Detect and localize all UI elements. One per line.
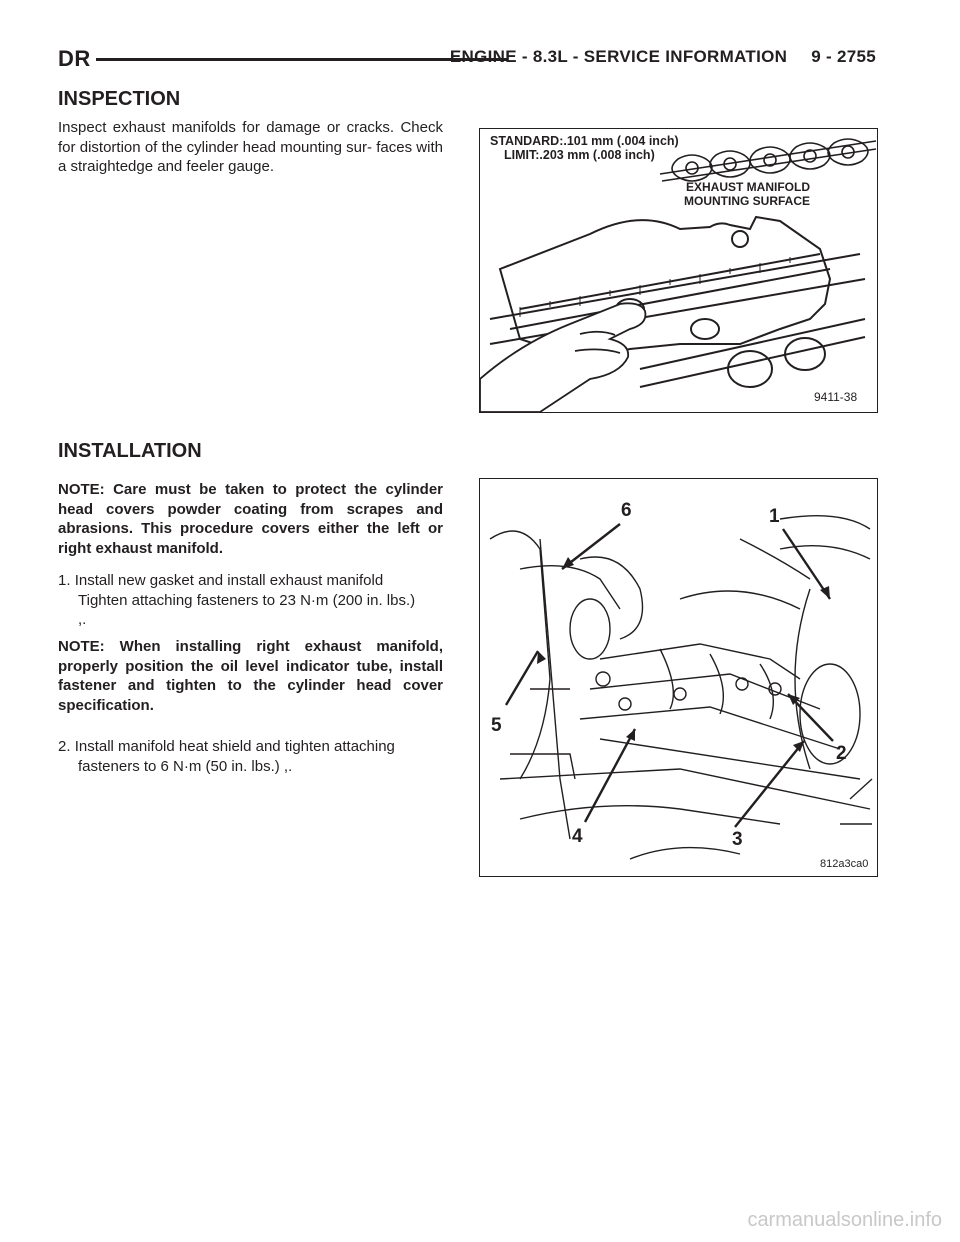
step-2-number: 2. [58,738,71,755]
callout-label-2: 2 [836,743,847,764]
header-section-code: DR [58,46,91,71]
callout-label-4: 4 [572,826,583,847]
installation-step-2 [58,737,443,776]
manifold-installation-illustration [480,479,877,876]
installation-note-2: NOTE: When installing right exhaust manifold, properly position the oil level indicator tube, install fastener and tighten to the cylinder head cover specification. [58,638,443,714]
fig1-standard: STANDARD:.101 mm (.004 inch) [490,134,679,148]
callout-label-6: 6 [621,500,632,521]
step-2-continuation: fasteners to 6 N·m (50 in. lbs.) ,. [78,757,293,775]
installation-note-1: NOTE: Care must be taken to protect the cylinder head covers powder coating from scrapes and abrasions. This procedure covers either the left or right exhaust manifold. [58,481,443,557]
manifold-inspection-illustration [480,129,877,412]
step-1-number: 1. [58,572,71,589]
header-page-number: 9 - 2755 [811,47,876,66]
callout-arrows [506,524,833,827]
header-title: ENGINE - 8.3L - SERVICE INFORMATION [449,47,788,66]
callout-label-5: 5 [491,715,502,736]
figure-manifold-installation [479,478,878,877]
inspection-body: Inspect exhaust manifolds for damage or cracks. Check for distortion of the cylinder head mounting sur- faces with a straightedge and feeler gauge. [58,119,443,175]
installation-step-1 [58,571,443,630]
fig1-callout-line2: MOUNTING SURFACE [684,194,810,208]
watermark-url: carmanualsonline.info [747,1209,942,1231]
fig1-code: 9411-38 [814,390,858,404]
step-2-text: Install manifold heat shield and tighten attaching [74,738,395,755]
inspection-heading: INSPECTION [58,88,181,110]
step-1-continuation: Tighten attaching fasteners to 23 N·m (200 in. lbs.) [78,591,416,609]
fig2-code: 812a3ca0 [820,858,869,870]
engine-bay-drawing [490,516,872,859]
fig1-callout-line1: EXHAUST MANIFOLD [686,180,810,194]
fig1-limit: LIMIT:.203 mm (.008 inch) [504,148,655,162]
flange-row [660,139,876,181]
step-1-text: Install new gasket and install exhaust manifold [74,572,384,589]
arrow-heads [537,557,830,752]
header-title-group [426,47,876,67]
callout-label-1: 1 [769,506,780,527]
installation-heading: INSTALLATION [58,440,202,462]
figure-manifold-inspection [479,128,878,413]
page-header [58,46,876,72]
step-1-continuation-2: ,. [78,611,87,628]
callout-label-3: 3 [732,829,743,850]
